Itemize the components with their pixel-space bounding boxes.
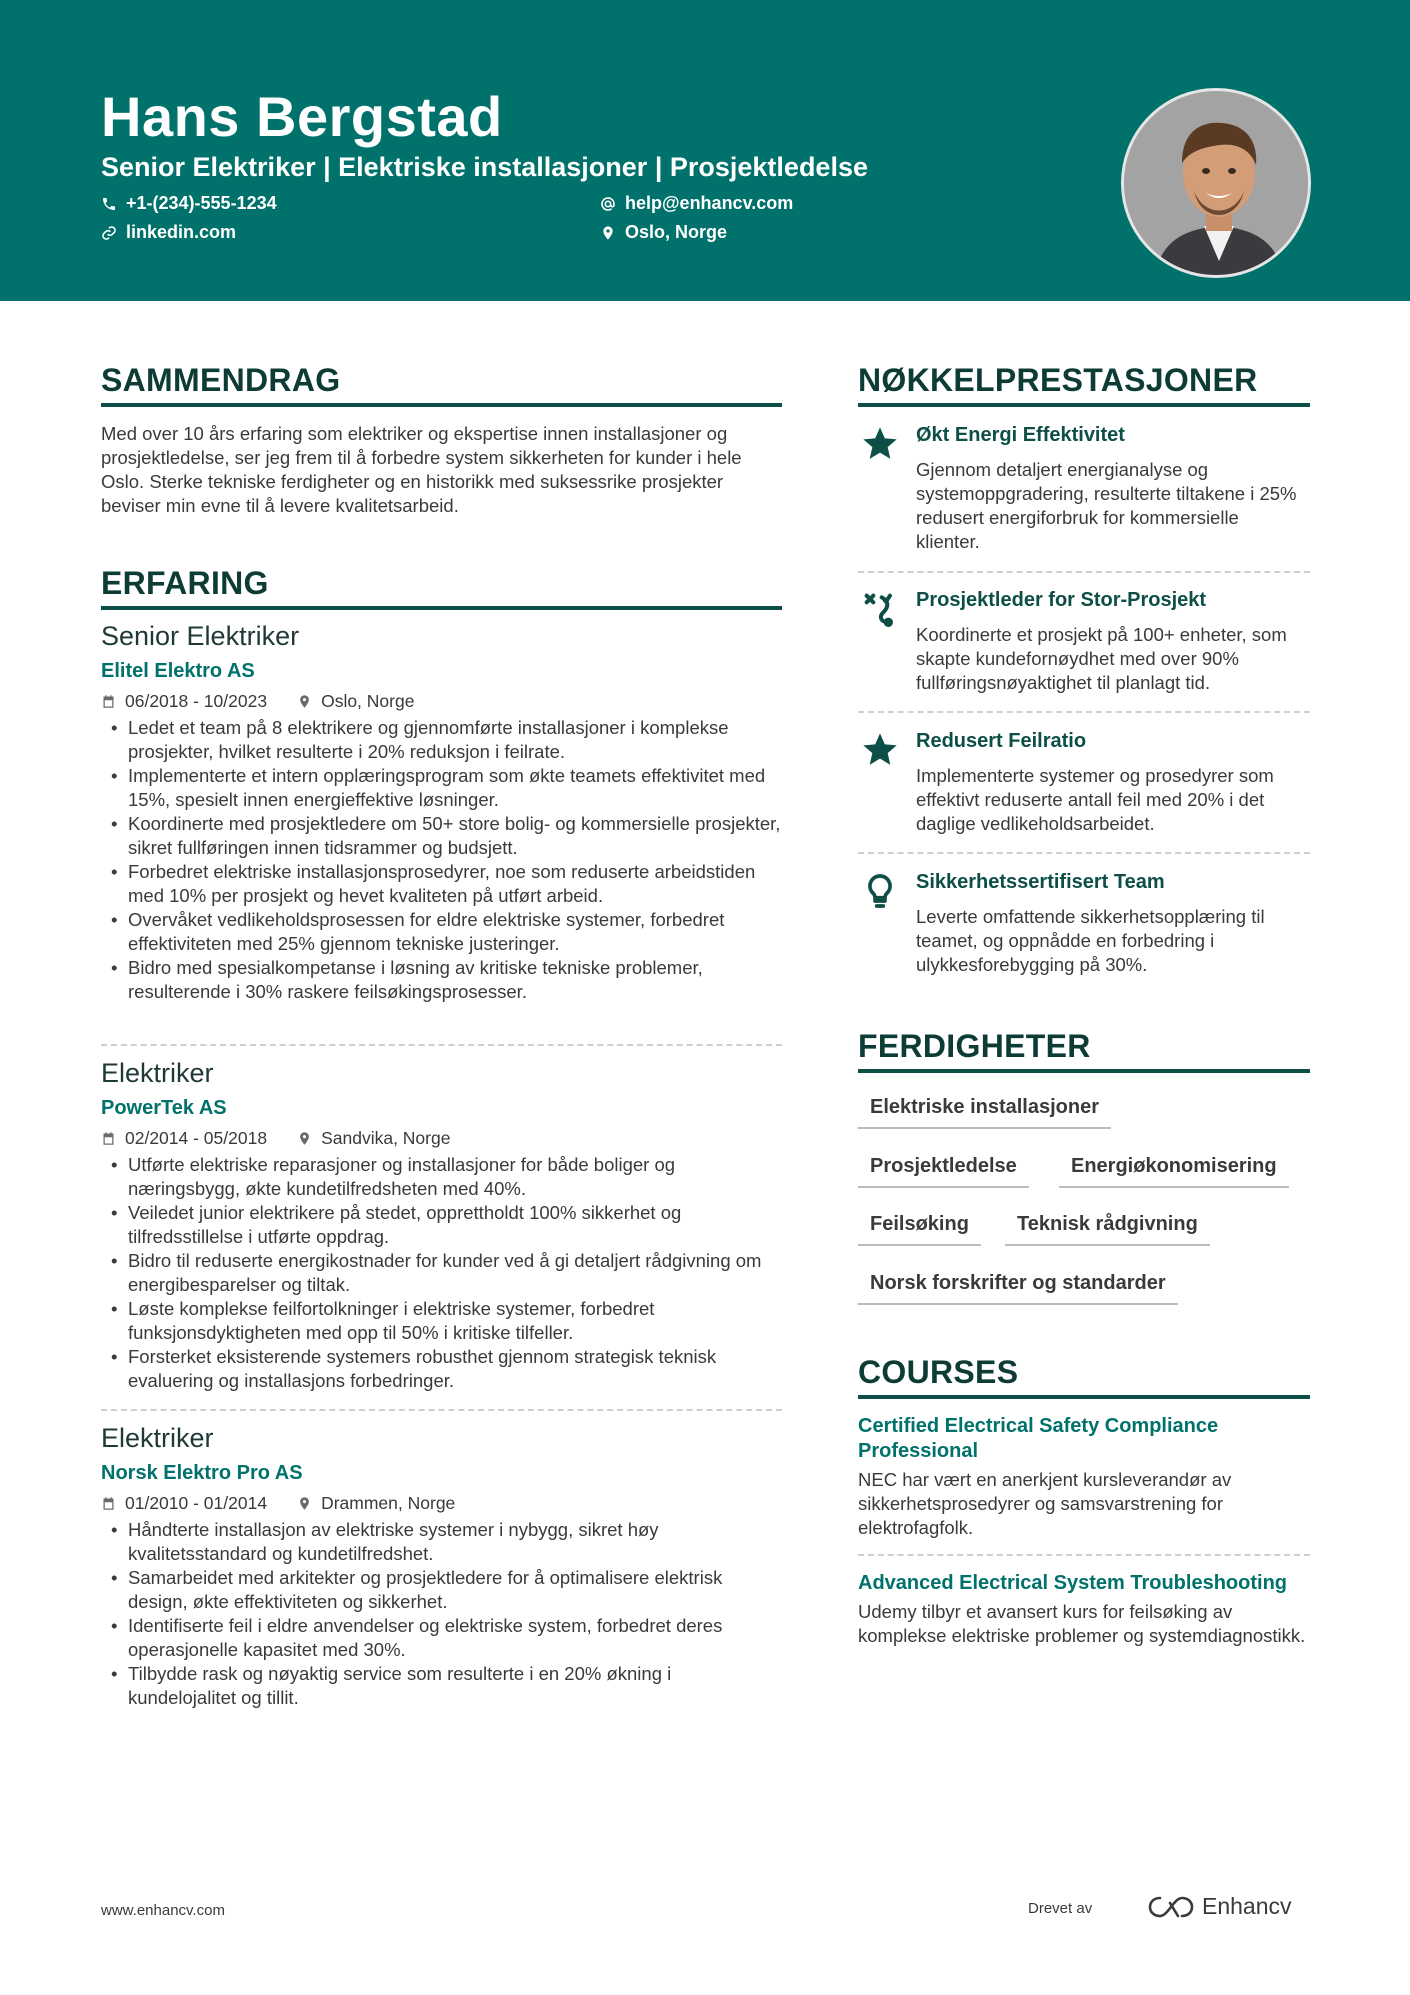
skill-tag: Prosjektledelse bbox=[858, 1155, 1029, 1188]
course-item bbox=[858, 1571, 1310, 1648]
job-bullets bbox=[101, 1518, 782, 1710]
divider bbox=[858, 711, 1310, 713]
list-item: • Utførte elektriske reparasjoner og installasjoner for både boliger og næringsbygg, økte kundetilfredsheten med 40%. bbox=[101, 1153, 782, 1201]
footer-website-link[interactable]: www.enhancv.com bbox=[101, 1902, 225, 1919]
job-title: Senior Elektriker bbox=[101, 621, 300, 651]
contact-location: Oslo, Norge bbox=[600, 222, 727, 243]
location-pin-icon bbox=[297, 1131, 312, 1146]
list-item: • Håndterte installasjon av elektriske systemer i nybygg, sikret høy kvalitetsstandard og kundetilfredshet. bbox=[101, 1518, 782, 1566]
location-pin-icon bbox=[297, 1496, 312, 1511]
job-meta: 06/2018 - 10/2023 Oslo, Norge bbox=[101, 691, 782, 712]
star-icon bbox=[860, 424, 900, 464]
skill-tag: Energiøkonomisering bbox=[1059, 1155, 1289, 1188]
calendar-icon bbox=[101, 694, 116, 709]
list-item: • Løste komplekse feilfortolkninger i elektriske systemer, forbedret funksjonsdyktigheten med opp til 50% i kritiske tilfeller. bbox=[101, 1297, 782, 1345]
route-icon bbox=[860, 589, 900, 629]
divider bbox=[858, 852, 1310, 854]
skills-section-title: FERDIGHETER bbox=[858, 1028, 1310, 1073]
achievement-item bbox=[858, 730, 1310, 840]
achievement-title: Prosjektleder for Stor-Prosjekt bbox=[916, 589, 1207, 611]
course-title: Certified Electrical Safety Compliance Professional bbox=[858, 1415, 1219, 1462]
company-name: PowerTek AS bbox=[101, 1097, 227, 1119]
list-item: • Bidro med spesialkompetanse i løsning av kritiske tekniske problemer, resulterende i 30% raskere feilsøkingsprosesser. bbox=[101, 956, 782, 1004]
candidate-name: Hans Bergstad bbox=[101, 85, 503, 148]
job-bullets bbox=[101, 1153, 782, 1393]
courses-section-title: COURSES bbox=[858, 1354, 1310, 1399]
phone-icon bbox=[101, 196, 117, 212]
list-item: • Forsterket eksisterende systemers robusthet gjennom strategisk teknisk evaluering og installasjons forbedringer. bbox=[101, 1345, 782, 1393]
list-item: • Implementerte et intern opplæringsprogram som økte teamets effektivitet med 15%, spesielt innen energieffektive løsninger. bbox=[101, 764, 782, 812]
list-item: • Bidro til reduserte energikostnader for kunder ved å gi detaljert rådgivning om energibesparelser og tiltak. bbox=[101, 1249, 782, 1297]
course-title: Advanced Electrical System Troubleshooting bbox=[858, 1572, 1288, 1594]
company-name: Norsk Elektro Pro AS bbox=[101, 1462, 303, 1484]
summary-text: Med over 10 års erfaring som elektriker og ekspertise innen installasjoner og prosjektledelse, ser jeg frem til å forbedre system sikkerheten for kunder i hele Oslo. Sterke tekniske ferdigheter og en historikk med suksessrike prosjekter beviser min evne til å levere kvalitetsarbeid. bbox=[101, 423, 742, 516]
achievements-section-title: NØKKELPRESTASJONER bbox=[858, 362, 1310, 407]
summary-section-title: SAMMENDRAG bbox=[101, 362, 782, 407]
job-title: Elektriker bbox=[101, 1423, 214, 1453]
list-item: • Identifiserte feil i eldre anvendelser og elektriske system, forbedret deres operasjonelle kapasitet med 30%. bbox=[101, 1614, 782, 1662]
job-meta: 02/2014 - 05/2018 Sandvika, Norge bbox=[101, 1128, 782, 1149]
list-item: • Koordinerte med prosjektledere om 50+ store bolig- og kommersielle prosjekter, sikret fullføringen innen tidsrammer og budsjett. bbox=[101, 812, 782, 860]
list-item: • Forbedret elektriske installasjonsprosedyrer, noe som reduserte arbeidstiden med 10% per prosjekt og hevet kvaliteten på utført arbeid. bbox=[101, 860, 782, 908]
job-meta: 01/2010 - 01/2014 Drammen, Norge bbox=[101, 1493, 782, 1514]
divider bbox=[101, 1044, 782, 1046]
skill-tag: Feilsøking bbox=[858, 1213, 981, 1246]
calendar-icon bbox=[101, 1496, 116, 1511]
job-entry bbox=[101, 1423, 782, 1710]
candidate-headline: Senior Elektriker | Elektriske installasjoner | Prosjektledelse bbox=[101, 152, 868, 182]
achievement-desc: Leverte omfattende sikkerhetsopplæring til teamet, og oppnådde en forbedring i ulykkesforebygging på 30%. bbox=[916, 906, 1265, 975]
enhancv-logo-icon bbox=[1148, 1894, 1194, 1920]
list-item: • Overvåket vedlikeholdsprosessen for eldre elektriske systemer, forbedret effektiviteten med 25% gjennom tekniske justeringer. bbox=[101, 908, 782, 956]
course-desc: Udemy tilbyr et avansert kurs for feilsøking av komplekse elektriske problemer og systemdiagnostikk. bbox=[858, 1601, 1306, 1646]
achievement-item bbox=[858, 589, 1310, 699]
achievement-title: Redusert Feilratio bbox=[916, 730, 1087, 752]
location-pin-icon bbox=[600, 225, 616, 241]
achievement-desc: Implementerte systemer og prosedyrer som effektivt reduserte antall feil med 20% i det daglige vedlikeholdsarbeidet. bbox=[916, 765, 1274, 834]
enhancv-logo[interactable]: Enhancv bbox=[1148, 1893, 1292, 1920]
lightbulb-icon bbox=[860, 871, 900, 911]
divider bbox=[858, 571, 1310, 573]
list-item: • Samarbeidet med arkitekter og prosjektledere for å optimalisere elektrisk design, økte effektiviteten og sikkerhet. bbox=[101, 1566, 782, 1614]
achievement-item bbox=[858, 871, 1310, 981]
course-item bbox=[858, 1414, 1310, 1540]
achievement-desc: Gjennom detaljert energianalyse og systemoppgradering, resulterte tiltakene i 25% redusert energiforbruk for kommersielle klienter. bbox=[916, 459, 1297, 552]
list-item: • Ledet et team på 8 elektrikere og gjennomførte installasjoner i komplekse prosjekter, hvilket resulterte i 20% reduksjon i feilrate. bbox=[101, 716, 782, 764]
achievement-desc: Koordinerte et prosjekt på 100+ enheter, som skapte kundefornøydhet med over 90% fullføringsnøyaktighet til planlagt tid. bbox=[916, 624, 1287, 693]
list-item: • Veiledet junior elektrikere på stedet, opprettholdt 100% sikkerhet og tilfredsstillelse i utførte oppdrag. bbox=[101, 1201, 782, 1249]
job-title: Elektriker bbox=[101, 1058, 214, 1088]
divider bbox=[101, 1409, 782, 1411]
experience-section-title: ERFARING bbox=[101, 565, 782, 610]
company-name: Elitel Elektro AS bbox=[101, 660, 255, 682]
skill-tag: Elektriske installasjoner bbox=[858, 1096, 1111, 1129]
contact-email[interactable]: help@enhancv.com bbox=[600, 193, 793, 214]
skill-tag: Teknisk rådgivning bbox=[1005, 1213, 1210, 1246]
contact-linkedin[interactable]: linkedin.com bbox=[101, 222, 236, 243]
achievement-item bbox=[858, 424, 1310, 564]
footer-powered-by: Drevet av bbox=[1028, 1900, 1093, 1917]
achievement-title: Sikkerhetssertifisert Team bbox=[916, 871, 1165, 893]
profile-photo bbox=[1121, 88, 1311, 278]
at-icon bbox=[600, 196, 616, 212]
skill-tag: Norsk forskrifter og standarder bbox=[858, 1272, 1178, 1305]
list-item: • Tilbydde rask og nøyaktig service som resulterte i en 20% økning i kundelojalitet og tillit. bbox=[101, 1662, 782, 1710]
job-entry bbox=[101, 1058, 782, 1393]
contact-phone[interactable]: +1-(234)-555-1234 bbox=[101, 193, 277, 214]
location-pin-icon bbox=[297, 694, 312, 709]
course-desc: NEC har vært en anerkjent kursleverandør av sikkerhetsprosedyrer og samsvarstrening for elektrofagfolk. bbox=[858, 1469, 1232, 1538]
job-entry bbox=[101, 621, 782, 1004]
calendar-icon bbox=[101, 1131, 116, 1146]
link-icon bbox=[101, 225, 117, 241]
achievement-title: Økt Energi Effektivitet bbox=[916, 424, 1125, 446]
header-banner bbox=[0, 0, 1410, 301]
divider bbox=[858, 1554, 1310, 1556]
star-icon bbox=[860, 730, 900, 770]
job-bullets bbox=[101, 716, 782, 1004]
